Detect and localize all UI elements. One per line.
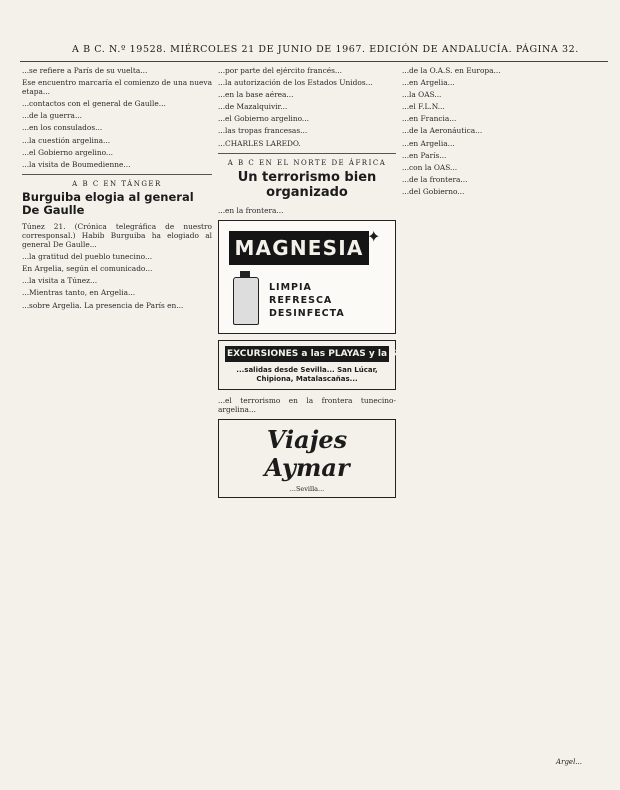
magnesia-lines — [269, 281, 345, 320]
col2-paragraph: ...el Gobierno argelino... — [218, 114, 309, 124]
col2-paragraph: ...la autorización de los Estados Unidos... — [218, 78, 373, 88]
bottle-icon — [233, 277, 259, 325]
story-paragraph: ...el terrorismo en la frontera tunecino-argelina... — [218, 395, 396, 414]
story-paragraph: ...la gratitud del pueblo tunecino... — [22, 252, 153, 262]
viajes-logo: Viajes Aymar — [264, 424, 350, 482]
magnesia-line: LIMPIA — [269, 281, 312, 293]
col1-paragraph: ...de la guerra... — [22, 111, 83, 121]
col1-paragraph: ...la visita de Boumedienne... — [22, 159, 131, 169]
ad-excursiones — [218, 340, 428, 390]
col1-paragraph: ...se refiere a París de su vuelta... — [22, 66, 148, 75]
col3-paragraph: ...de la O.A.S. en Europa... — [402, 66, 501, 75]
col3-paragraph: ...en Argelia... — [402, 78, 455, 88]
header-rule — [20, 61, 608, 62]
story-paragraph: ...sobre Argelia. La presencia de París en... — [22, 300, 184, 310]
col3-paragraph: ...de la frontera... — [402, 174, 468, 184]
story-paragraph: En Argelia, según el comunicado... — [22, 264, 153, 274]
col3-paragraph: ...la OAS... — [402, 90, 442, 100]
col1-paragraph: ...contactos con el general de Gaulle... — [22, 99, 166, 109]
col2-paragraph: ...en la base aérea... — [218, 90, 294, 100]
headline-burguiba: Burguiba elogia al general De Gaulle — [22, 189, 194, 217]
story-paragraph: Túnez 21. (Crónica telegráfica de nuestro corresponsal.) Habib Burguiba ha elogiado al general De Gaulle... — [22, 221, 212, 250]
col3-paragraph: ...con la OAS... — [402, 162, 458, 172]
story-paragraph: ...en la frontera... — [218, 205, 284, 215]
col1-paragraph: ...la cuestión argelina... — [22, 135, 111, 145]
viajes-address: ...Sevilla... — [289, 484, 325, 493]
ad-magnesia — [218, 220, 396, 334]
col3-paragraph: ...en Argelia... — [402, 138, 455, 148]
col3-paragraph: ...en Francia... — [402, 114, 457, 124]
column-1 — [22, 66, 212, 786]
col2-paragraph: ...por parte del ejército francés... — [218, 66, 342, 75]
star-icon: ✦ — [367, 226, 381, 246]
magnesia-logo: MAGNESIA — [229, 231, 369, 265]
col3-paragraph: ...del Gobierno... — [402, 186, 465, 196]
magnesia-line: DESINFECTA — [269, 307, 345, 319]
section-label-tanger: A B C EN TÁNGER — [72, 179, 162, 188]
col3-paragraph: ...de la Aeronáutica... — [402, 126, 483, 136]
col3-paragraph: ...en París... — [402, 150, 447, 160]
excursiones-headline: EXCURSIONES a las PLAYAS y la SIERRA — [225, 346, 389, 362]
col3-paragraph: ...el F.L.N... — [402, 102, 445, 112]
col2-paragraph: ...las tropas francesas... — [218, 126, 308, 136]
column-3 — [402, 66, 598, 786]
col1-paragraph: ...en los consulados... — [22, 123, 103, 133]
headline-terrorismo: Un terrorismo bien organizado — [237, 169, 377, 200]
excursiones-body: ...salidas desde Sevilla... San Lúcar, Chipiona, Matalascañas... — [236, 365, 378, 383]
col2-paragraph: ...CHARLES LAREDO. — [218, 138, 301, 148]
story-paragraph: ...la visita a Túnez... — [22, 276, 98, 286]
story-paragraph: ...Mientras tanto, en Argelia... — [22, 288, 136, 298]
page-header: A B C. N.º 19528. MIÉRCOLES 21 DE JUNIO DE 1967. EDICIÓN DE ANDALUCÍA. PÁGINA 32. — [72, 44, 579, 55]
col1-paragraph: Ese encuentro marcaría el comienzo de una nueva etapa... — [22, 78, 212, 97]
section-rule — [218, 153, 396, 154]
magnesia-line: REFRESCA — [269, 294, 333, 306]
col1-paragraph: ...el Gobierno argelino... — [22, 147, 113, 157]
section-rule — [22, 174, 212, 175]
footer-tag: Argel... — [556, 758, 582, 766]
section-label-norte-africa: A B C EN EL NORTE DE ÁFRICA — [227, 158, 387, 167]
ad-viajes — [218, 419, 396, 498]
col2-paragraph: ...de Mazalquivir... — [218, 102, 288, 112]
